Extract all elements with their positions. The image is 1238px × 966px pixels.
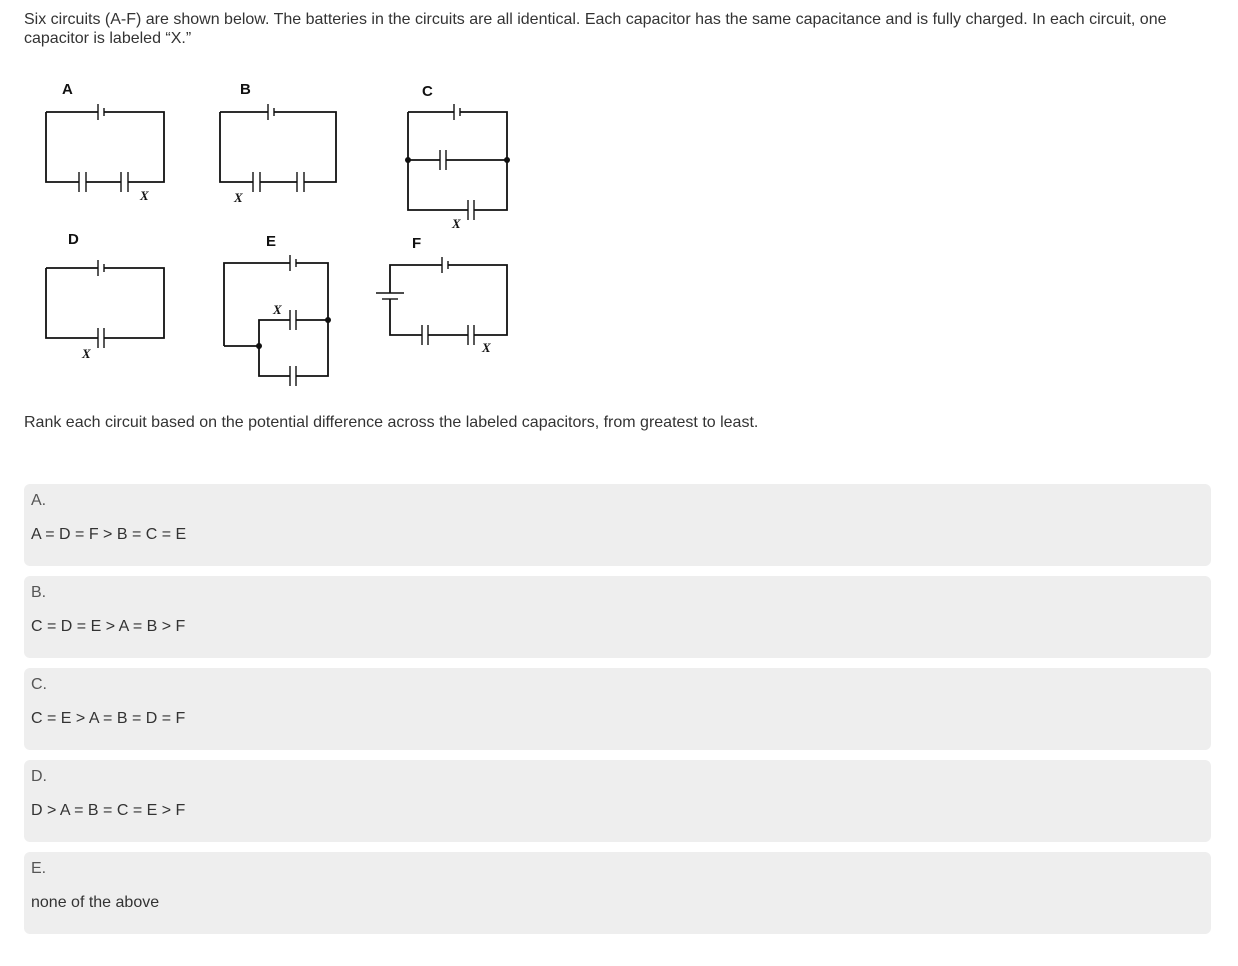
choice-d-text: D > A = B = C = E > F bbox=[31, 802, 186, 819]
choice-a-letter: A. bbox=[31, 492, 47, 509]
choice-c-letter: C. bbox=[31, 676, 47, 693]
question-instruction: Rank each circuit based on the potential difference across the labeled capacitors, from greatest to least. bbox=[24, 414, 759, 431]
circuit-a-x-label: X bbox=[140, 188, 149, 203]
circuit-e bbox=[224, 233, 331, 386]
choice-d[interactable] bbox=[24, 760, 1211, 842]
choice-e-letter: E. bbox=[31, 860, 47, 877]
choice-e-text: none of the above bbox=[31, 894, 160, 911]
circuit-a bbox=[46, 81, 164, 203]
choice-c-text: C = E > A = B = D = F bbox=[31, 710, 186, 727]
circuit-c-x-label: X bbox=[452, 216, 461, 231]
circuit-d bbox=[46, 231, 164, 361]
choice-b-letter: B. bbox=[31, 584, 47, 601]
circuit-diagrams-figure bbox=[24, 70, 544, 390]
choice-b[interactable] bbox=[24, 576, 1211, 658]
circuit-c-label: C bbox=[422, 83, 433, 100]
circuit-c bbox=[405, 83, 510, 231]
choice-c[interactable] bbox=[24, 668, 1211, 750]
circuit-e-label: E bbox=[266, 233, 277, 250]
circuit-d-x-label: X bbox=[82, 346, 91, 361]
circuit-b bbox=[220, 81, 336, 205]
circuit-b-x-label: X bbox=[234, 190, 243, 205]
circuit-f-label: F bbox=[412, 235, 422, 252]
circuit-f bbox=[376, 235, 507, 355]
circuit-e-x-label: X bbox=[273, 302, 282, 317]
choice-e[interactable] bbox=[24, 852, 1211, 934]
circuit-diagrams bbox=[24, 70, 544, 390]
choice-a[interactable] bbox=[24, 484, 1211, 566]
circuit-f-x-label: X bbox=[482, 340, 491, 355]
circuit-a-label: A bbox=[62, 81, 73, 98]
choice-a-text: A = D = F > B = C = E bbox=[31, 526, 187, 543]
question-prompt: Six circuits (A-F) are shown below. The batteries in the circuits are all identical. Each capacitor has the same capacitance and is fully charged. In each circuit, one capacitor is labeled “X.” bbox=[24, 11, 1167, 47]
choice-d-letter: D. bbox=[31, 768, 47, 785]
circuit-d-label: D bbox=[68, 231, 79, 248]
answer-choices bbox=[24, 484, 1211, 944]
circuit-b-label: B bbox=[240, 81, 251, 98]
choice-b-text: C = D = E > A = B > F bbox=[31, 618, 186, 635]
